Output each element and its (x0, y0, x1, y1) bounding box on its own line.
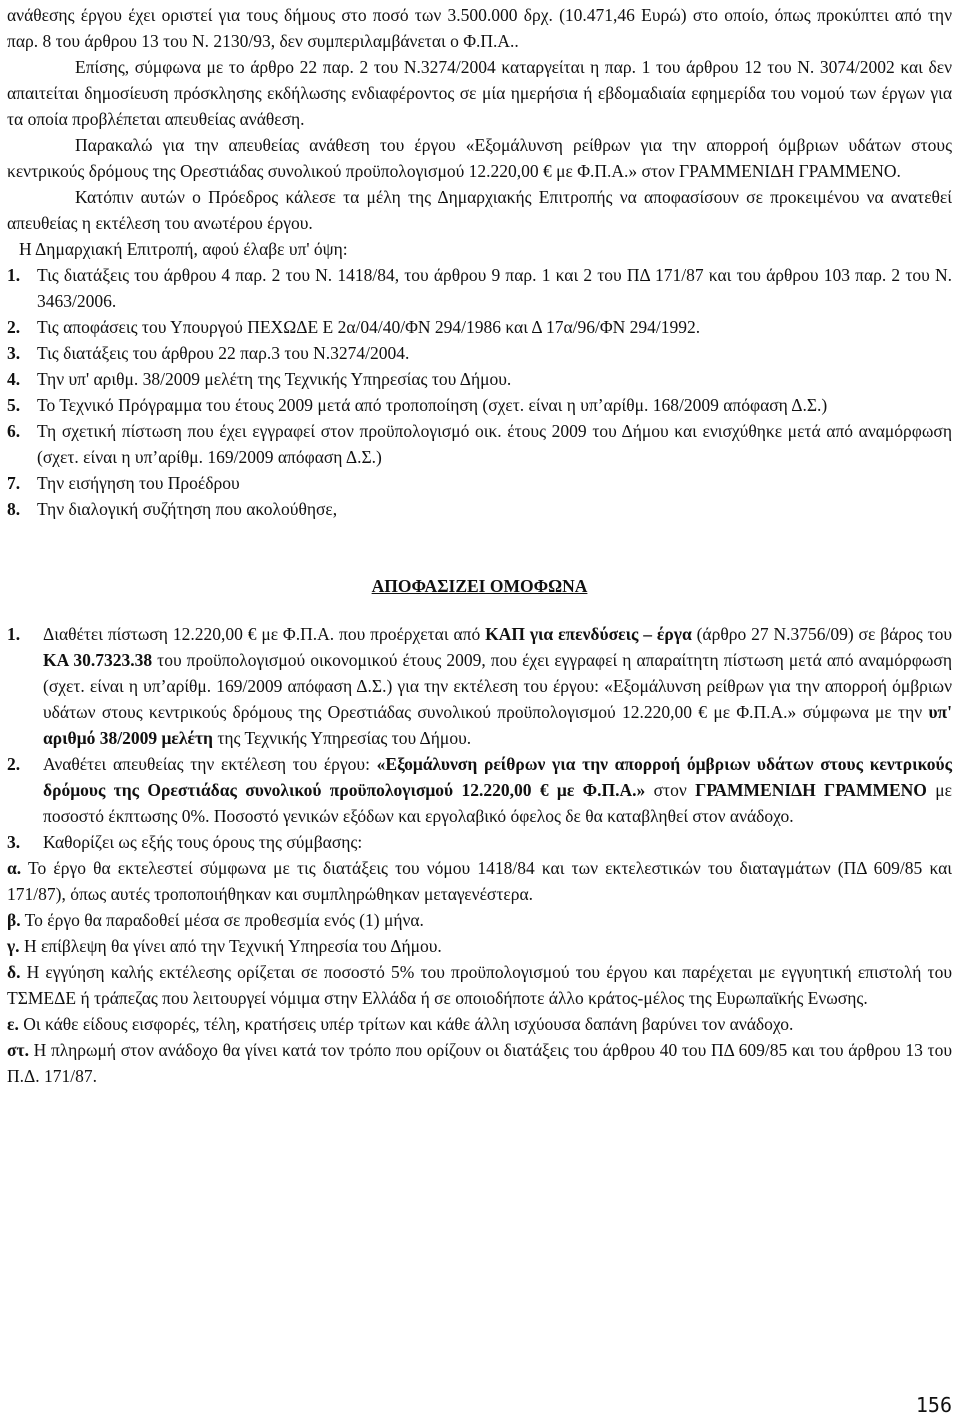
consideration-item: 1. Τις διατάξεις του άρθρου 4 παρ. 2 του Ν. 1418/84, του άρθρου 9 παρ. 1 και 2 του ΠΔ 171/87 και του άρθρου 103 παρ. 2 του Ν. 3463/2006. (7, 265, 952, 311)
considerations-list (7, 262, 952, 522)
consideration-item: 3. Τις διατάξεις του άρθρου 22 παρ.3 του Ν.3274/2004. (7, 343, 410, 363)
consideration-item: 7. Την εισήγηση του Προέδρου (7, 473, 240, 493)
page-number: 156 (915, 1393, 952, 1417)
contract-term: δ. Η εγγύηση καλής εκτέλεσης ορίζεται σε ποσοστό 5% του προϋπολογισμού του έργου και παρέχεται με εγγυητική επιστολή του ΤΣΜΕΔΕ ή τράπεζας που λειτουργεί νόμιμα στην Ελλάδα ή σε οποιοδήποτε άλλο κράτος-μέλος της Ευρωπαϊκής Ενωσης. (7, 962, 952, 1008)
intro-paragraph-3: Παρακαλώ για την απευθείας ανάθεση του έργου «Εξομάλυνση ρείθρων για την απορροή όμβριων υδάτων στους κεντρικούς δρόμους της Ορεστιάδας συνολικού προϋπολογισμού 12.220,00 € με Φ.Π.Α.» στον ΓΡΑΜΜΕΝΙΔΗ ΓΡΑΜΜΕΝΟ. (7, 135, 952, 181)
decision-item-2: 2. Αναθέτει απευθείας την εκτέλεση του έργου: «Εξομάλυνση ρείθρων για την απορροή όμβριων υδάτων στους κεντρικούς δρόμους της Ορεστιάδας συνολικού προϋπολογισμού 12.220,00 € με Φ.Π.Α.» στον ΓΡΑΜΜΕΝΙΔΗ ΓΡΑΜΜΕΝΟ με ποσοστό έκπτωσης 0%. Ποσοστό γενικών εξόδων και εργολαβικό όφελος δε θα καταβληθεί στον ανάδοχο. (7, 754, 953, 826)
consideration-item: 6. Τη σχετική πίστωση που έχει εγγραφεί στον προϋπολογισμό οικ. έτους 2009 του Δήμου και ενισχύθηκε μετά από αναμόρφωση (σχετ. είναι η υπ’αρίθμ. 169/2009 απόφαση Δ.Σ.) (7, 421, 952, 467)
contract-term: β. Το έργο θα παραδοθεί μέσα σε προθεσμία ενός (1) μήνα. (7, 910, 424, 930)
decision-item-1: 1. Διαθέτει πίστωση 12.220,00 € με Φ.Π.Α. που προέρχεται από ΚΑΠ για επενδύσεις – έργα (άρθρο 27 Ν.3756/09) σε βάρος του ΚΑ 30.7323.38 του προϋπολογισμού οικονομικού έτους 2009, που έχει εγγραφεί η απαραίτητη πίστωση μετά από αναμόρφωση (σχετ. είναι η υπ’αρίθμ. 169/2009 απόφαση Δ.Σ.) για την εκτέλεση του έργου: «Εξομάλυνση ρείθρων για την απορροή όμβριων υδάτων στους κεντρικούς δρόμους της Ορεστιάδας συνολικού προϋπολογισμού 12.220,00 € με Φ.Π.Α.» σύμφωνα με την υπ' αριθμό 38/2009 μελέτη της Τεχνικής Υπηρεσίας του Δήμου. (7, 624, 953, 748)
contract-terms (7, 855, 952, 1089)
consideration-item: 8. Την διαλογική συζήτηση που ακολούθησε, (7, 499, 338, 519)
contract-term: ε. Οι κάθε είδους εισφορές, τέλη, κρατήσεις υπέρ τρίτων και κάθε άλλη ισχύουσα δαπάνη βαρύνει τον ανάδοχο. (7, 1014, 794, 1034)
intro-paragraph-4: Κατόπιν αυτών ο Πρόεδρος κάλεσε τα μέλη της Δημαρχιακής Επιτροπής να αποφασίσουν σε προκειμένου να ανατεθεί απευθείας η εκτέλεση του ανωτέρου έργου. (7, 187, 952, 233)
decision-item-3: 3. Καθορίζει ως εξής τους όρους της σύμβασης: (7, 832, 363, 852)
intro-paragraph-1: ανάθεσης έργου έχει οριστεί για τους δήμους στο ποσό των 3.500.000 δρχ. (10.471,46 Ευρώ) στο οποίο, όπως προκύπτει από την παρ. 8 του άρθρου 13 του Ν. 2130/93, δεν συμπεριλαμβάνεται ο Φ.Π.Α.. (7, 5, 952, 51)
consideration-item: 5. Το Τεχνικό Πρόγραμμα του έτους 2009 μετά από τροποποίηση (σχετ. είναι η υπ’αρίθμ. 168/2009 απόφαση Δ.Σ.) (7, 395, 828, 415)
intro-paragraph-5: Η Δημαρχιακή Επιτροπή, αφού έλαβε υπ' όψη: (19, 239, 348, 259)
decision-heading: ΑΠΟΦΑΣΙΖΕΙ ΟΜΟΦΩΝΑ (371, 576, 588, 596)
contract-term: στ. Η πληρωμή στον ανάδοχο θα γίνει κατά τον τρόπο που ορίζουν οι διατάξεις του άρθρου 40 του ΠΔ 609/85 και του άρθρου 13 του Π.Δ. 171/87. (7, 1040, 952, 1086)
intro-paragraph-2: Επίσης, σύμφωνα με το άρθρο 22 παρ. 2 του Ν.3274/2004 καταργείται η παρ. 1 του άρθρου 12 του Ν. 3074/2002 και δεν απαιτείται δημοσίευση πρόσκλησης εκδήλωσης ενδιαφέροντος σε μία ημερήσια ή εβδομαδιαία εφημερίδα του νομού των έργων για τα οποία προβλέπεται απευθείας ανάθεση. (7, 57, 952, 129)
decision-list (7, 621, 952, 855)
consideration-item: 4. Την υπ' αριθμ. 38/2009 μελέτη της Τεχνικής Υπηρεσίας του Δήμου. (7, 369, 512, 389)
contract-term: α. Το έργο θα εκτελεστεί σύμφωνα με τις διατάξεις του νόμου 1418/84 και των εκτελεστικών του διαταγμάτων (ΠΔ 609/85 και 171/87), όπως αυτές τροποποιήθηκαν και συμπληρώθηκαν μεταγενέστερα. (7, 858, 952, 904)
contract-term: γ. Η επίβλεψη θα γίνει από την Τεχνική Υπηρεσία του Δήμου. (7, 936, 442, 956)
consideration-item: 2. Τις αποφάσεις του Υπουργού ΠΕΧΩΔΕ Ε 2α/04/40/ΦΝ 294/1986 και Δ 17α/96/ΦΝ 294/1992. (7, 317, 701, 337)
